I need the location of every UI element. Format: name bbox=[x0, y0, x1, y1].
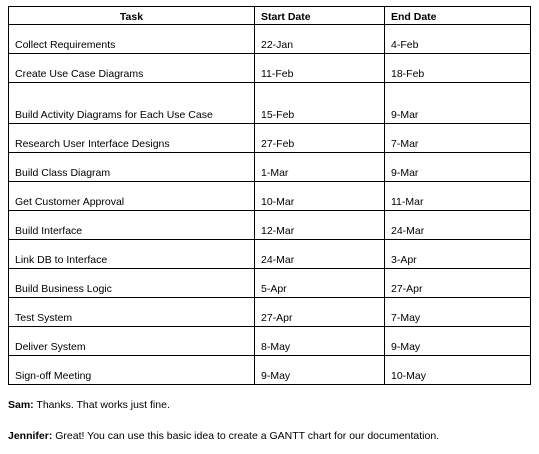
task-cell: Create Use Case Diagrams bbox=[9, 54, 255, 83]
task-cell: Link DB to Interface bbox=[9, 240, 255, 269]
start-date-cell: 12-Mar bbox=[255, 211, 385, 240]
start-date-cell: 1-Mar bbox=[255, 153, 385, 182]
start-date-cell: 15-Feb bbox=[255, 83, 385, 124]
end-date-cell: 7-Mar bbox=[385, 124, 531, 153]
start-date-cell: 24-Mar bbox=[255, 240, 385, 269]
table-row bbox=[9, 327, 531, 356]
header-end-date: End Date bbox=[385, 7, 531, 25]
start-date-cell: 22-Jan bbox=[255, 25, 385, 54]
table-row bbox=[9, 54, 531, 83]
start-date-cell: 10-Mar bbox=[255, 182, 385, 211]
task-cell: Build Business Logic bbox=[9, 269, 255, 298]
table-row bbox=[9, 298, 531, 327]
table-row bbox=[9, 124, 531, 153]
task-cell: Collect Requirements bbox=[9, 25, 255, 54]
task-cell: Deliver System bbox=[9, 327, 255, 356]
dialogue-text: Thanks. That works just fine. bbox=[33, 399, 170, 411]
end-date-cell: 3-Apr bbox=[385, 240, 531, 269]
end-date-cell: 7-May bbox=[385, 298, 531, 327]
end-date-cell: 10-May bbox=[385, 356, 531, 385]
start-date-cell: 8-May bbox=[255, 327, 385, 356]
task-cell: Build Class Diagram bbox=[9, 153, 255, 182]
table-row bbox=[9, 269, 531, 298]
table-row bbox=[9, 25, 531, 54]
end-date-cell: 27-Apr bbox=[385, 269, 531, 298]
dialogue-text: Great! You can use this basic idea to create a GANTT chart for our documentation. bbox=[52, 430, 440, 442]
table-row bbox=[9, 83, 531, 124]
end-date-cell: 11-Mar bbox=[385, 182, 531, 211]
table-row bbox=[9, 356, 531, 385]
end-date-cell: 9-Mar bbox=[385, 153, 531, 182]
end-date-cell: 9-Mar bbox=[385, 83, 531, 124]
end-date-cell: 9-May bbox=[385, 327, 531, 356]
schedule-table bbox=[8, 6, 531, 385]
start-date-cell: 5-Apr bbox=[255, 269, 385, 298]
header-task: Task bbox=[9, 7, 255, 25]
header-start-date: Start Date bbox=[255, 7, 385, 25]
speaker-name: Sam: bbox=[8, 399, 34, 411]
task-cell: Get Customer Approval bbox=[9, 182, 255, 211]
task-cell: Build Activity Diagrams for Each Use Case bbox=[9, 83, 255, 124]
task-cell: Test System bbox=[9, 298, 255, 327]
task-cell: Build Interface bbox=[9, 211, 255, 240]
end-date-cell: 24-Mar bbox=[385, 211, 531, 240]
table-row bbox=[9, 153, 531, 182]
dialogue-line-sam bbox=[8, 399, 170, 411]
table-header-row bbox=[9, 7, 531, 25]
end-date-cell: 4-Feb bbox=[385, 25, 531, 54]
start-date-cell: 27-Feb bbox=[255, 124, 385, 153]
start-date-cell: 27-Apr bbox=[255, 298, 385, 327]
start-date-cell: 11-Feb bbox=[255, 54, 385, 83]
start-date-cell: 9-May bbox=[255, 356, 385, 385]
end-date-cell: 18-Feb bbox=[385, 54, 531, 83]
dialogue-line-jennifer bbox=[8, 430, 439, 442]
speaker-name: Jennifer: bbox=[8, 430, 53, 442]
table-row bbox=[9, 240, 531, 269]
task-cell: Sign-off Meeting bbox=[9, 356, 255, 385]
table-row bbox=[9, 182, 531, 211]
table-row bbox=[9, 211, 531, 240]
task-cell: Research User Interface Designs bbox=[9, 124, 255, 153]
